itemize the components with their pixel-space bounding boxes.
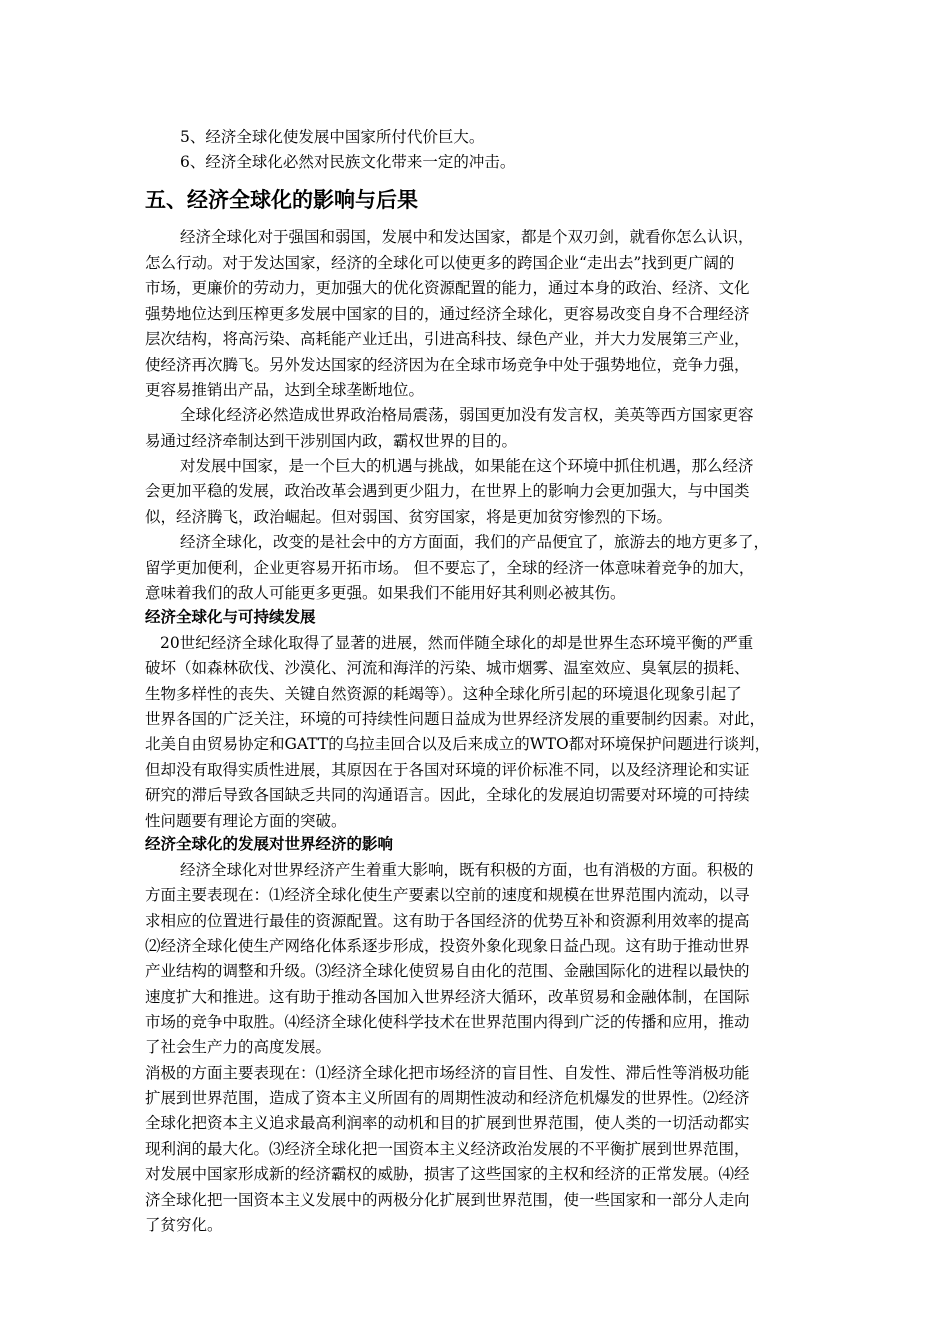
paragraph-line: 经济全球化对世界经济产生着重大影响，既有积极的方面，也有消极的方面。积极的 xyxy=(180,861,754,879)
paragraph-line: 更容易推销出产品，达到全球垄断地位。 xyxy=(145,381,425,399)
paragraph-line: 留学更加便利，企业更容易开拓市场。 但不要忘了，全球的经济一体意味着竞争的加大， xyxy=(145,559,755,577)
paragraph-line: 消极的方面主要表现在：⑴经济全球化把市场经济的盲目性、自发性、滞后性等消极功能 xyxy=(145,1064,750,1082)
paragraph-line: 世界各国的广泛关注，环境的可持续性问题日益成为世界经济发展的重要制约因素。对此， xyxy=(145,710,766,728)
paragraph-line: 层次结构，将高污染、高耗能产业迁出，引进高科技、绿色产业，并大力发展第三产业， xyxy=(145,330,750,348)
paragraph-line: 研究的滞后导致各国缺乏共同的沟通语言。因此，全球化的发展迫切需要对环境的可持续 xyxy=(145,786,750,804)
paragraph-line: 似，经济腾飞，政治崛起。但对弱国、贫穷国家，将是更加贫穷惨烈的下场。 xyxy=(145,508,673,526)
paragraph-line: 方面主要表现在：⑴经济全球化使生产要素以空前的速度和规模在世界范围内流动，以寻 xyxy=(145,886,750,904)
section-heading: 五、经济全球化的影响与后果 xyxy=(145,188,418,212)
paragraph-line: 经济全球化对于强国和弱国，发展中和发达国家，都是个双刃剑，就看你怎么认识， xyxy=(180,228,754,246)
paragraph-line: 破坏（如森林砍伐、沙漠化、河流和海洋的污染、城市烟雾、温室效应、臭氧层的损耗、 xyxy=(145,659,750,677)
subheading: 经济全球化的发展对世界经济的影响 xyxy=(145,835,394,853)
paragraph-line: 对发展中国家，是一个巨大的机遇与挑战，如果能在这个环境中抓住机遇，那么经济 xyxy=(180,457,754,475)
paragraph-line: ⑵经济全球化使生产网络化体系逐步形成，投资外象化现象日益凸现。这有助于推动世界 xyxy=(145,937,750,955)
paragraph-line: 意味着我们的敌人可能更多更强。如果我们不能用好其利则必被其伤。 xyxy=(145,584,626,602)
paragraph-line: 全球化经济必然造成世界政治格局震荡，弱国更加没有发言权，美英等西方国家更容 xyxy=(180,406,754,424)
paragraph-line: 但却没有取得实质性进展，其原因在于各国对环境的评价标准不同，以及经济理论和实证 xyxy=(145,761,750,779)
paragraph-line: 速度扩大和推进。这有助于推动各国加入世界经济大循环，改革贸易和金融体制，在国际 xyxy=(145,988,750,1006)
paragraph-line: 市场的竞争中取胜。⑷经济全球化使科学技术在世界范围内得到广泛的传播和应用，推动 xyxy=(145,1013,750,1031)
list-item: 5、经济全球化使发展中国家所付代价巨大。 xyxy=(180,128,485,146)
paragraph-line: 易通过经济牵制达到干涉别国内政，霸权世界的目的。 xyxy=(145,432,518,450)
paragraph-line: 求相应的位置进行最佳的资源配置。这有助于各国经济的优势互补和资源利用效率的提高 xyxy=(145,912,750,930)
paragraph-line: 强势地位达到压榨更多发展中国家的目的，通过经济全球化，更容易改变自身不合理经济 xyxy=(145,305,750,323)
subheading: 经济全球化与可持续发展 xyxy=(145,608,316,626)
paragraph-line: 经济全球化，改变的是社会中的方方面面，我们的产品便宜了，旅游去的地方更多了， xyxy=(180,533,770,551)
paragraph-line: 使经济再次腾飞。另外发达国家的经济因为在全球市场竞争中处于强势地位，竞争力强， xyxy=(145,356,750,374)
paragraph-line: 性问题要有理论方面的突破。 xyxy=(145,812,347,830)
paragraph-line: 济全球化把一国资本主义发展中的两极分化扩展到世界范围，使一些国家和一部分人走向 xyxy=(145,1191,750,1209)
paragraph-line: 了贫穷化。 xyxy=(145,1216,223,1234)
paragraph-line: 全球化把资本主义追求最高利润率的动机和目的扩展到世界范围，使人类的一切活动都实 xyxy=(145,1114,750,1132)
paragraph-line: 怎么行动。对于发达国家，经济的全球化可以使更多的跨国企业“走出去”找到更广阔的 xyxy=(145,254,735,272)
paragraph-line: 会更加平稳的发展，政治改革会遇到更少阻力，在世界上的影响力会更加强大，与中国类 xyxy=(145,482,750,500)
paragraph-line: 北美自由贸易协定和GATT的乌拉圭回合以及后来成立的WTO都对环境保护问题进行谈判， xyxy=(145,735,771,753)
paragraph-line: 扩展到世界范围，造成了资本主义所固有的周期性波动和经济危机爆发的世界性。⑵经济 xyxy=(145,1089,750,1107)
list-item: 6、经济全球化必然对民族文化带来一定的冲击。 xyxy=(180,153,516,171)
paragraph-line: 对发展中国家形成新的经济霸权的威胁，损害了这些国家的主权和经济的正常发展。⑷经 xyxy=(145,1165,750,1183)
paragraph-line: 市场，更廉价的劳动力，更加强大的优化资源配置的能力，通过本身的政治、经济、文化 xyxy=(145,279,750,297)
paragraph-line: 产业结构的调整和升级。⑶经济全球化使贸易自由化的范围、金融国际化的进程以最快的 xyxy=(145,962,750,980)
paragraph-line: 生物多样性的丧失、关键自然资源的耗竭等）。这种全球化所引起的环境退化现象引起了 xyxy=(145,685,742,703)
paragraph-line: 20世纪经济全球化取得了显著的进展，然而伴随全球化的却是世界生态环境平衡的严重 xyxy=(160,634,754,652)
paragraph-line: 了社会生产力的高度发展。 xyxy=(145,1038,332,1056)
paragraph-line: 现利润的最大化。⑶经济全球化把一国资本主义经济政治发展的不平衡扩展到世界范围， xyxy=(145,1140,750,1158)
